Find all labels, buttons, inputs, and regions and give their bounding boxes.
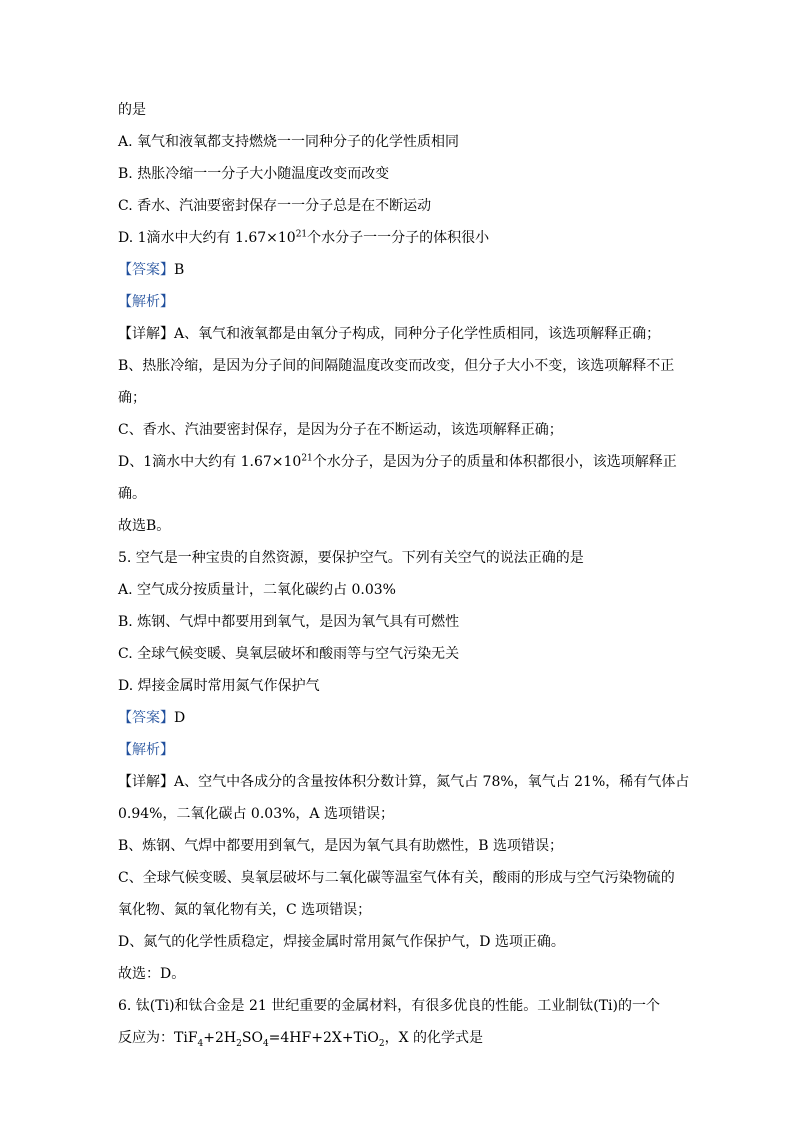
q4-detail-d-text-end: 个水分子，是因为分子的质量和体积都很小，该选项解释正 <box>312 454 677 470</box>
q5-option-d: D. 焊接金属时常用氮气作保护气 <box>118 678 320 694</box>
q4-detail-d-text: D、1滴水中大约有 1.67×10 <box>118 454 302 470</box>
q6-stem-text: =4HF+2X+TiO <box>268 1030 379 1046</box>
answer-value: B <box>174 262 185 278</box>
q4-detail-c: C、香水、汽油要密封保存，是因为分子在不断运动，该选项解释正确； <box>118 422 563 438</box>
subscript: 4 <box>262 1038 269 1049</box>
q5-detail-c-cont: 氧化物、氮的氧化物有关，C 选项错误； <box>118 902 372 918</box>
q5-analysis-label <box>118 740 174 760</box>
answer-label: 【答案】 <box>118 262 174 278</box>
q6-stem-cont <box>118 1028 483 1048</box>
q5-detail-d: D、氮气的化学性质稳定，焊接金属时常用氮气作保护气，D 选项正确。 <box>118 934 565 950</box>
analysis-label: 【解析】 <box>118 742 174 758</box>
q4-detail-d-cont: 确。 <box>118 486 146 502</box>
detail-label: 【详解】 <box>118 326 174 342</box>
q5-detail-a-cont: 0.94%，二氧化碳占 0.03%，A 选项错误； <box>118 806 394 822</box>
q5-detail-a <box>118 772 689 792</box>
q4-analysis-label <box>118 292 174 312</box>
answer-label: 【答案】 <box>118 710 174 726</box>
q4-option-b: B. 热胀冷缩一一分子大小随温度改变而改变 <box>118 166 390 182</box>
q4-option-a: A. 氧气和液氧都支持燃烧一一同种分子的化学性质相同 <box>118 134 460 150</box>
q6-stem: 6. 钛(Ti)和钛合金是 21 世纪重要的金属材料，有很多优良的性能。工业制钛(Ti)的一个 <box>118 998 660 1014</box>
q5-option-c: C. 全球气候变暖、臭氧层破坏和酸雨等与空气污染无关 <box>118 646 460 662</box>
q4-option-c: C. 香水、汽油要密封保存一一分子总是在不断运动 <box>118 198 432 214</box>
answer-value: D <box>174 710 186 726</box>
detail-text: A、空气中各成分的含量按体积分数计算，氮气占 78%，氧气占 21%，稀有气体占 <box>174 774 690 790</box>
q6-stem-text: SO <box>241 1030 263 1046</box>
q5-option-a: A. 空气成分按质量计，二氧化碳约占 0.03% <box>118 582 396 598</box>
q5-detail-b: B、炼钢、气焊中都要用到氧气，是因为氧气具有助燃性，B 选项错误； <box>118 838 564 854</box>
q4-detail-d <box>118 452 677 472</box>
q4-detail-b-cont: 确； <box>118 390 146 406</box>
q6-stem-text: 反应为：TiF <box>118 1030 198 1046</box>
q5-option-b: B. 炼钢、气焊中都要用到氧气，是因为氧气具有可燃性 <box>118 614 460 630</box>
q4-detail-d-exponent: 21 <box>301 453 313 464</box>
q5-conclusion: 故选：D。 <box>118 966 186 982</box>
q4-detail-b: B、热胀冷缩，是因为分子间的间隔随温度改变而改变，但分子大小不变，该选项解释不正 <box>118 358 675 374</box>
q4-option-d <box>118 228 489 248</box>
q5-detail-c: C、全球气候变暖、臭氧层破坏与二氧化碳等温室气体有关，酸雨的形成与空气污染物硫的 <box>118 870 675 886</box>
detail-label: 【详解】 <box>118 774 174 790</box>
detail-text: A、氧气和液氧都是由氧分子构成，同种分子化学性质相同，该选项解释正确； <box>174 326 661 342</box>
q4-option-d-text: D. 1滴水中大约有 1.67×10 <box>118 230 296 246</box>
q4-answer <box>118 260 184 280</box>
subscript: 2 <box>236 1038 242 1049</box>
subscript: 2 <box>378 1038 385 1049</box>
q5-answer <box>118 708 185 728</box>
q4-detail-a <box>118 324 660 344</box>
analysis-label: 【解析】 <box>118 294 174 310</box>
q5-stem: 5. 空气是一种宝贵的自然资源，要保护空气。下列有关空气的说法正确的是 <box>118 550 584 566</box>
q4-option-d-text-end: 个水分子一一分子的体积很小 <box>307 230 490 246</box>
q4-conclusion: 故选B。 <box>118 518 171 534</box>
subscript: 4 <box>197 1038 204 1049</box>
q6-stem-text: +2H <box>203 1030 237 1046</box>
q4-option-d-exponent: 21 <box>295 229 308 240</box>
q6-stem-text: ，X 的化学式是 <box>384 1030 484 1046</box>
q4-stem-tail: 的是 <box>118 102 146 118</box>
